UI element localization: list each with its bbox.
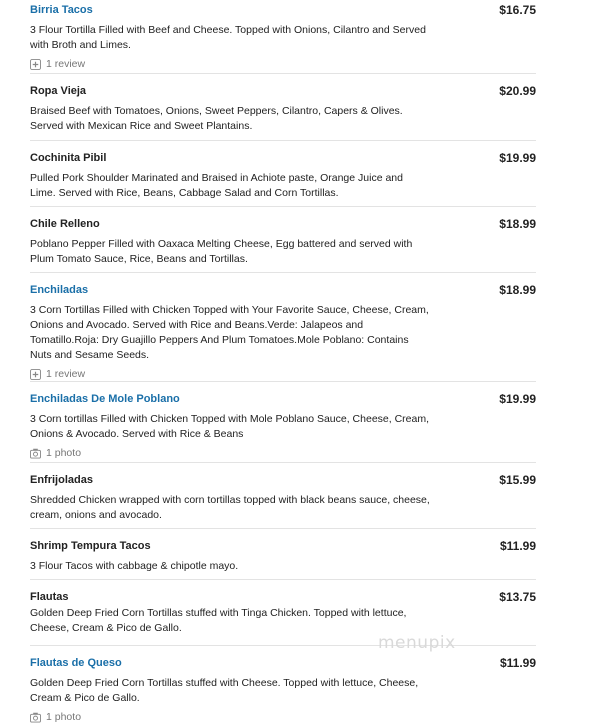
menu-item-description: 3 Flour Tacos with cabbage & chipotle mayo. (30, 560, 239, 572)
menu-item-price: $11.99 (499, 656, 536, 670)
menu-item-name: Cochinita Pibil (30, 152, 107, 164)
photo-link[interactable] (30, 711, 536, 723)
menu-item (30, 382, 536, 463)
menu-item-name: Flautas (30, 591, 69, 603)
menu-list (30, 0, 536, 722)
menu-item-name[interactable]: Birria Tacos (30, 4, 93, 16)
photo-count: 1 photo (46, 711, 82, 723)
menu-item (30, 207, 536, 273)
menu-item-name[interactable]: Enchiladas De Mole Poblano (30, 393, 180, 405)
photo-link[interactable] (30, 447, 536, 459)
menu-item-price: $20.99 (499, 84, 536, 98)
menu-item-description: 3 Corn Tortillas Filled with Chicken Topped with Your Favorite Sauce, Cheese, Cream, Onions and Avocado. Served with Rice and Beans.Verde: Jalapeos and Tomatillo.Roja: Dry Guajillo Peppers And Plum Tomatoes.Mole Poblano: Contains Nuts and Sesame Seeds. (30, 304, 429, 361)
menu-item-price: $19.99 (499, 392, 536, 406)
menu-item-name: Ropa Vieja (30, 85, 87, 97)
menu-item-name: Chile Relleno (30, 218, 100, 230)
camera-icon (30, 448, 41, 459)
menu-item-price: $18.99 (499, 283, 536, 297)
menu-item-description: Poblano Pepper Filled with Oaxaca Melting Cheese, Egg battered and served with Plum Tomato Sauce, Rice, Beans and Tortillas. (30, 238, 413, 265)
menu-item (30, 273, 536, 382)
menu-item-name[interactable]: Enchiladas (30, 284, 89, 296)
menu-item-description: Golden Deep Fried Corn Tortillas stuffed with Cheese. Topped with lettuce, Cheese, Cream & Pico de Gallo. (30, 677, 419, 704)
menu-item-price: $19.99 (499, 151, 536, 165)
menu-item-price: $16.75 (499, 3, 536, 17)
menu-item (30, 580, 536, 646)
review-count: 1 review (46, 58, 86, 70)
menu-item-price: $11.99 (499, 539, 536, 553)
menu-item-price: $15.99 (499, 473, 536, 487)
menu-item-name[interactable]: Flautas de Queso (30, 657, 122, 669)
menu-item (30, 0, 536, 74)
menu-item-price: $18.99 (499, 217, 536, 231)
menu-item-description: Pulled Pork Shoulder Marinated and Braised in Achiote paste, Orange Juice and Lime. Served with Rice, Beans, Cabbage Salad and Corn Tortillas. (30, 172, 403, 199)
menu-item (30, 141, 536, 207)
camera-icon (30, 712, 41, 723)
menu-item-name: Shrimp Tempura Tacos (30, 540, 151, 552)
review-link[interactable] (30, 368, 536, 380)
menu-item-description: 3 Corn tortillas Filled with Chicken Topped with Mole Poblano Sauce, Cheese, Cream, Onions & Avocado. Served with Rice & Beans (30, 413, 430, 440)
menu-item-description: 3 Flour Tortilla Filled with Beef and Cheese. Topped with Onions, Cilantro and Served with Broth and Limes. (30, 24, 426, 51)
menu-item-price: $13.75 (499, 590, 536, 604)
photo-count: 1 photo (46, 447, 82, 459)
menu-item (30, 529, 536, 580)
watermark-logo: menupix (378, 633, 456, 653)
menu-item (30, 74, 536, 141)
menu-item (30, 463, 536, 529)
menu-item-name: Enfrijoladas (30, 474, 93, 486)
menu-item-description: Golden Deep Fried Corn Tortillas stuffed with Tinga Chicken. Topped with lettuce, Cheese, Cream & Pico de Gallo. (30, 607, 407, 634)
review-count: 1 review (46, 368, 86, 380)
menu-item-description: Shredded Chicken wrapped with corn tortillas topped with black beans sauce, cheese, cream, onions and avocado. (30, 494, 430, 521)
menu-item-description: Braised Beef with Tomatoes, Onions, Sweet Peppers, Cilantro, Capers & Olives. Served with Mexican Rice and Sweet Plantains. (30, 105, 403, 132)
menu-item (30, 646, 536, 722)
review-link[interactable] (30, 58, 536, 70)
review-icon (30, 369, 41, 380)
review-icon (30, 59, 41, 70)
